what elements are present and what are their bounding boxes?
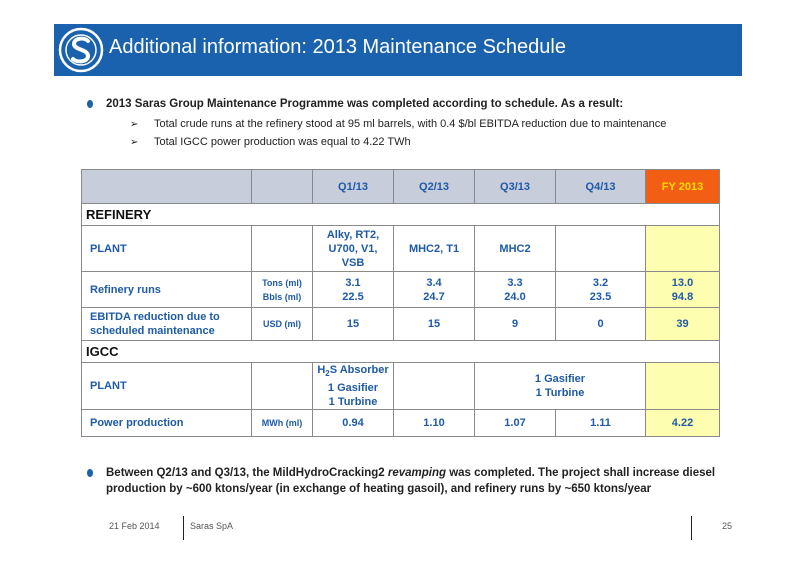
igcc-plant-q34-line2: 1 Turbine [535, 387, 585, 400]
table-row [82, 363, 720, 410]
refinery-plant-label: PLANT [82, 226, 252, 272]
ebitda-fy: 39 [646, 308, 720, 341]
value: 3.1 [345, 276, 361, 289]
runs-q4 [556, 272, 646, 308]
footer-company: Saras SpA [190, 521, 234, 531]
arrow-bullet-icon: ➢ [130, 137, 139, 148]
arrow-bullet-icon: ➢ [130, 119, 139, 130]
igcc-plant-q1-line3: 1 Turbine [328, 396, 378, 409]
unit-bbls: Bbls (ml) [262, 291, 302, 302]
note-after: was completed. The project shall increase diesel production by ~600 ktons/year (in exchange of heating gasoil), and refinery runs by ~650 ktons/year [106, 467, 716, 495]
runs-q2 [394, 272, 475, 308]
refinery-plant-q1: Alky, RT2, U700, V1, VSB [313, 226, 394, 272]
unit-usd: USD (ml) [252, 308, 313, 341]
igcc-plant-label: PLANT [82, 363, 252, 410]
runs-q3 [475, 272, 556, 308]
saras-logo-icon [58, 27, 104, 73]
igcc-plant-q1-line2: 1 Gasifier [327, 382, 379, 395]
page-number: 25 [722, 521, 733, 531]
table-row [82, 272, 720, 308]
value: 3.3 [507, 276, 523, 289]
refinery-plant-q2: MHC2, T1 [394, 226, 475, 272]
value: 3.4 [426, 276, 442, 289]
bullet-icon [87, 469, 93, 477]
units-cell [252, 272, 313, 308]
value: 24.7 [423, 290, 445, 303]
header-empty-cell [82, 170, 252, 204]
ebitda-q3: 9 [475, 308, 556, 341]
note-before: Between Q2/13 and Q3/13, the MildHydroCracking2 [106, 467, 388, 479]
igcc-plant-q1-line1 [317, 363, 389, 381]
note-text [106, 465, 731, 497]
power-q3: 1.07 [475, 410, 556, 437]
value: 22.5 [342, 290, 364, 303]
section-row [82, 341, 720, 363]
table-row [82, 308, 720, 341]
table-row [82, 410, 720, 437]
maintenance-table [81, 169, 720, 437]
header-q2: Q2/13 [394, 170, 475, 204]
header-q1: Q1/13 [313, 170, 394, 204]
value: 94.8 [671, 290, 694, 303]
header-q3: Q3/13 [475, 170, 556, 204]
section-title-refinery: REFINERY [82, 204, 720, 226]
empty-fy-cell [646, 226, 720, 272]
empty-cell [394, 363, 475, 410]
intro-text: 2013 Saras Group Maintenance Programme was completed according to schedule. As a result: [106, 98, 624, 110]
ebitda-q1: 15 [313, 308, 394, 341]
power-label: Power production [82, 410, 252, 437]
igcc-plant-q34-line1: 1 Gasifier [534, 373, 586, 386]
footer-date: 21 Feb 2014 [109, 521, 160, 531]
value: 13.0 [671, 276, 694, 289]
runs-q1 [313, 272, 394, 308]
refinery-plant-q3: MHC2 [475, 226, 556, 272]
value: 24.0 [504, 290, 526, 303]
header-fy: FY 2013 [646, 170, 720, 204]
value: 23.5 [589, 290, 612, 303]
header-q4: Q4/13 [556, 170, 646, 204]
text: H [317, 364, 326, 376]
intro-item-1: Total crude runs at the refinery stood at 95 ml barrels, with 0.4 $/bl EBITDA reduction due to maintenance [154, 118, 667, 130]
intro-item-2: Total IGCC power production was equal to 4.22 TWh [154, 136, 411, 148]
igcc-plant-q3-q4 [475, 363, 646, 410]
power-q2: 1.10 [394, 410, 475, 437]
igcc-plant-q1 [313, 363, 394, 410]
note-italic: revamping [387, 467, 447, 479]
text: S Absorber [329, 364, 389, 376]
header-empty-cell [252, 170, 313, 204]
refinery-runs-label: Refinery runs [82, 272, 252, 308]
runs-fy [646, 272, 720, 308]
footer-divider [691, 516, 692, 540]
section-row [82, 204, 720, 226]
unit-mwh: MWh (ml) [252, 410, 313, 437]
page-title: Additional information: 2013 Maintenance Schedule [109, 36, 566, 58]
value: 3.2 [592, 276, 609, 289]
empty-cell [252, 226, 313, 272]
unit-tons: Tons (ml) [262, 277, 302, 288]
ebitda-label: EBITDA reduction due to scheduled maintenance [82, 308, 252, 341]
table-row [82, 226, 720, 272]
power-q4: 1.11 [556, 410, 646, 437]
power-q1: 0.94 [313, 410, 394, 437]
section-title-igcc: IGCC [82, 341, 720, 363]
subscript: 2 [325, 369, 330, 379]
empty-cell [252, 363, 313, 410]
power-fy: 4.22 [646, 410, 720, 437]
ebitda-q2: 15 [394, 308, 475, 341]
table-header-row [82, 170, 720, 204]
ebitda-q4: 0 [556, 308, 646, 341]
footer-divider [183, 516, 184, 540]
bullet-icon [87, 100, 93, 108]
empty-fy-cell [646, 363, 720, 410]
empty-cell [556, 226, 646, 272]
